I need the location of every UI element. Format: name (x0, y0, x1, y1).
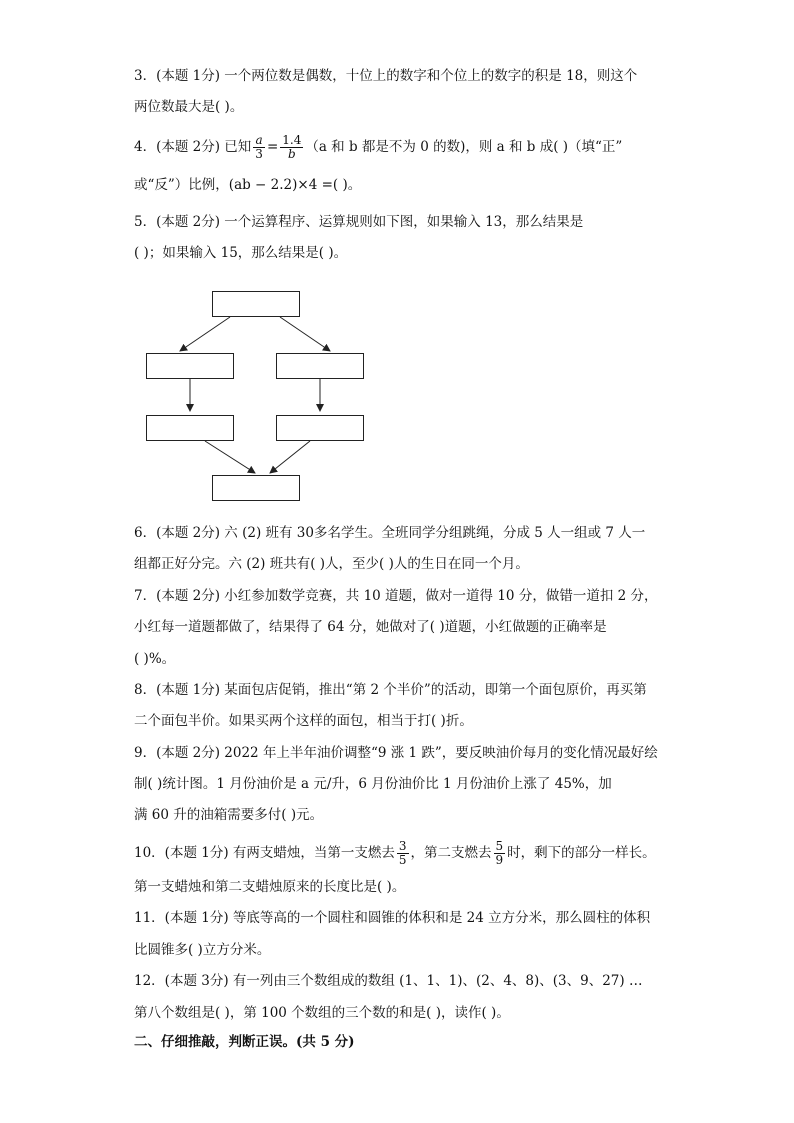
arrow-input-to-prime (180, 317, 230, 351)
q4-suffix: （a 和 b 都是不为 0 的数)，则 a 和 b 成( )（填“正” (305, 139, 623, 155)
q10-prefix: 10．(本题 1分) 有两支蜡烛，当第一支燃去 (134, 845, 395, 861)
q4-line1 (134, 134, 622, 161)
arrow-composite-op-to-output (270, 441, 310, 473)
q9-line1: 9．(本题 2分) 2022 年上半年油价调整“9 涨 1 跌”，要反映油价每月的变化情况最好绘 (134, 745, 658, 761)
q10-line1 (134, 840, 656, 867)
arrow-prime-op-to-output (205, 441, 255, 473)
q4-line2: 或“反”）比例，(ab − 2.2)×4 =( )。 (134, 177, 362, 193)
q10-line2: 第一支蜡烛和第二支蜡烛原来的长度比是( )。 (134, 879, 406, 895)
flow-prime-box (146, 353, 234, 379)
q7-line1: 7．(本题 2分) 小红参加数学竞赛，共 10 道题，做对一道得 10 分，做错一道扣 2 分， (134, 588, 658, 604)
q9-line3: 满 60 升的油箱需要多付( )元。 (134, 807, 324, 823)
q5-line1: 5．(本题 2分) 一个运算程序、运算规则如下图，如果输入 13，那么结果是 (134, 214, 584, 230)
flow-output-box (212, 475, 300, 501)
q12-line1: 12．(本题 3分) 有一列由三个数组成的数组 (1、1、1)、(2、4、8)、(3、9、27) … (134, 973, 643, 989)
flowchart (130, 285, 390, 505)
q10-fraction-5-9: $\frac{5}{9}$ (495, 839, 504, 867)
q12-line2: 第八个数组是( )，第 100 个数组的三个数的和是( )，读作( )。 (134, 1005, 510, 1021)
q10-suffix: 时，剩下的部分一样长。 (507, 845, 656, 861)
q7-line3: ( )%。 (134, 651, 176, 667)
q4-fraction-a-over-3: $\frac{a}{3}$ (255, 133, 263, 161)
arrow-input-to-composite (280, 317, 330, 351)
flowchart-arrows (130, 285, 390, 505)
q11-line2: 比圆锥多( )立方分米。 (134, 942, 271, 958)
flow-input-box (212, 291, 300, 317)
q8-line1: 8．(本题 1分) 某面包店促销，推出“第 2 个半价”的活动，即第一个面包原价，再买第 (134, 682, 647, 698)
section-2-heading: 二、仔细推敲，判断正误。(共 5 分) (134, 1034, 355, 1050)
flow-composite-box (276, 353, 364, 379)
q9-line2: 制( )统计图。1 月份油价是 a 元/升，6 月份油价比 1 月份油价上涨了 45%，加 (134, 776, 612, 792)
q4-equals: = (266, 139, 279, 155)
q11-line1: 11．(本题 1分) 等底等高的一个圆柱和圆锥的体积和是 24 立方分米，那么圆柱的体积 (134, 910, 651, 926)
q6-line2: 组都正好分完。六 (2) 班共有( )人，至少( )人的生日在同一个月。 (134, 556, 529, 572)
q5-line2: ( )；如果输入 15，那么结果是( )。 (134, 245, 348, 261)
q10-middle: ，第二支燃去 (410, 845, 492, 861)
q4-prefix: 4．(本题 2分) 已知 (134, 139, 252, 155)
q10-fraction-3-5: $\frac{3}{5}$ (398, 839, 407, 867)
q7-line2: 小红每一道题都做了，结果得了 64 分，她做对了( )道题，小红做题的正确率是 (134, 619, 607, 635)
flow-composite-op-box (276, 415, 364, 441)
q3-line1: 3．(本题 1分) 一个两位数是偶数，十位上的数字和个位上的数字的积是 18，则这个 (134, 68, 638, 84)
q4-fraction-1.4-over-b: $\frac{1.4}{b}$ (282, 133, 302, 161)
q6-line1: 6．(本题 2分) 六 (2) 班有 30多名学生。全班同学分组跳绳，分成 5 人一组或 7 人一 (134, 525, 646, 541)
q8-line2: 二个面包半价。如果买两个这样的面包，相当于打( )折。 (134, 713, 473, 729)
q3-line2: 两位数最大是( )。 (134, 99, 244, 115)
flow-prime-op-box (146, 415, 234, 441)
